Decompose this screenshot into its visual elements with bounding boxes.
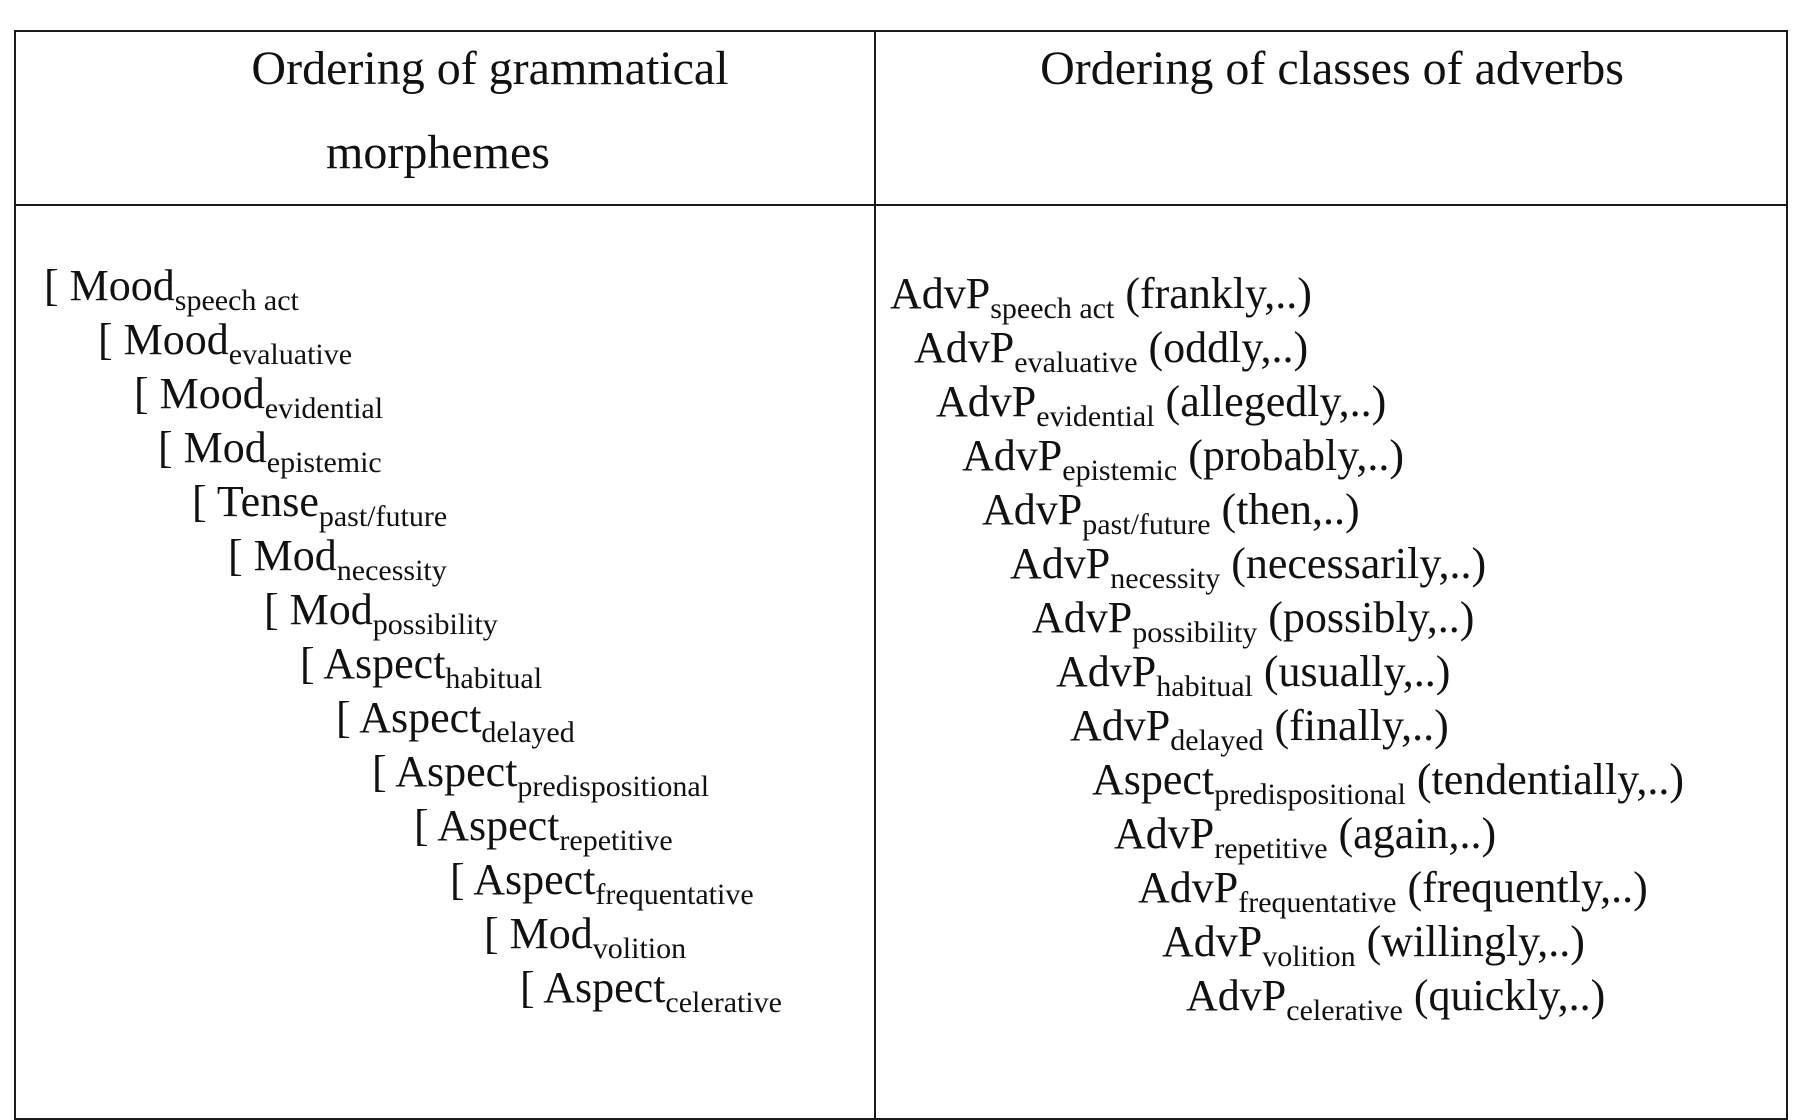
- adverb-subscript: epistemic: [1062, 454, 1178, 487]
- morpheme-subscript: past/future: [318, 500, 448, 533]
- header-adverbs-title: Ordering of classes of adverbs: [1040, 42, 1624, 95]
- morpheme-subscript: evaluative: [228, 338, 353, 371]
- adverb-subscript: speech act: [990, 292, 1115, 325]
- adverb-row: [962, 431, 1405, 487]
- morpheme-row: [520, 963, 782, 1019]
- adverb-head: AdvP: [914, 323, 1015, 372]
- morpheme-row: [414, 801, 673, 857]
- morpheme-head: Aspect: [323, 639, 446, 688]
- morpheme-row: [134, 369, 384, 425]
- morpheme-subscript: epistemic: [266, 446, 382, 479]
- morpheme-row: [336, 693, 575, 749]
- adverb-example: (frankly,..): [1114, 269, 1312, 318]
- adverb-subscript: delayed: [1170, 724, 1264, 757]
- adverb-row: [1092, 755, 1685, 811]
- adverb-subscript: evaluative: [1014, 346, 1138, 379]
- adverb-head: AdvP: [982, 485, 1083, 534]
- morpheme-row: [484, 909, 687, 965]
- adverb-example: (allegedly,..): [1154, 377, 1387, 426]
- adverb-row: [1056, 647, 1451, 703]
- adverb-row: [914, 323, 1309, 379]
- adverb-row: [982, 485, 1360, 541]
- adverb-subscript: evidential: [1036, 400, 1155, 433]
- bracket: [: [484, 909, 510, 958]
- adverb-head: AdvP: [1162, 917, 1263, 966]
- bracket: [: [336, 693, 360, 742]
- morpheme-head: Mood: [69, 261, 175, 310]
- adverb-row: [1138, 863, 1648, 919]
- morpheme-row: [450, 855, 754, 911]
- morpheme-head: Mod: [509, 909, 593, 958]
- adverb-row: [1114, 809, 1497, 865]
- comparison-table: [14, 30, 1788, 1120]
- adverb-example: (quickly,..): [1402, 971, 1606, 1020]
- header-morphemes-line1: Ordering of grammatical: [251, 42, 729, 95]
- adverb-example: (finally,..): [1263, 701, 1449, 750]
- morpheme-subscript: speech act: [174, 284, 299, 317]
- adverb-subscript: volition: [1262, 940, 1356, 973]
- morpheme-row: [300, 639, 543, 695]
- adverb-row: [1010, 539, 1487, 595]
- adverb-head: AdvP: [1186, 971, 1287, 1020]
- morpheme-subscript: predispositional: [517, 770, 710, 803]
- bracket: [: [372, 747, 396, 796]
- morpheme-subscript: volition: [592, 932, 687, 965]
- morpheme-subscript: possibility: [372, 608, 498, 641]
- bracket: [: [192, 477, 217, 526]
- adverb-example: (then,..): [1210, 485, 1360, 534]
- morpheme-row: [264, 585, 498, 641]
- morpheme-head: Aspect: [437, 801, 560, 850]
- adverb-subscript: necessity: [1110, 562, 1221, 595]
- adverb-example: (necessarily,..): [1220, 539, 1487, 588]
- bracket: [: [520, 963, 544, 1012]
- adverb-subscript: celerative: [1286, 994, 1403, 1027]
- adverb-head: AdvP: [1056, 647, 1157, 696]
- header-divider: [16, 204, 1786, 206]
- adverb-example: (again,..): [1327, 809, 1497, 858]
- morpheme-subscript: delayed: [481, 716, 575, 749]
- adverb-subscript: frequentative: [1238, 886, 1397, 919]
- adverb-row: [1032, 593, 1475, 649]
- adverb-head: AdvP: [1114, 809, 1215, 858]
- morpheme-head: Aspect: [359, 693, 482, 742]
- morpheme-head: Aspect: [395, 747, 518, 796]
- morpheme-head: Aspect: [473, 855, 596, 904]
- bracket: [: [414, 801, 438, 850]
- morpheme-row: [98, 315, 353, 371]
- morpheme-head: Mod: [253, 531, 337, 580]
- adverb-row: [1162, 917, 1585, 973]
- adverb-head: AdvP: [890, 269, 991, 318]
- adverb-subscript: past/future: [1082, 508, 1211, 541]
- header-morphemes-line2: morphemes: [326, 126, 550, 179]
- morpheme-head: Mood: [159, 369, 265, 418]
- bracket: [: [228, 531, 254, 580]
- morpheme-head: Mod: [289, 585, 373, 634]
- adverb-example: (willingly,..): [1355, 917, 1585, 966]
- adverb-example: (oddly,..): [1137, 323, 1309, 372]
- morpheme-subscript: necessity: [336, 554, 447, 587]
- header-morphemes: [16, 32, 874, 204]
- morpheme-row: [192, 477, 448, 533]
- adverb-example: (possibly,..): [1257, 593, 1475, 642]
- morpheme-row: [372, 747, 710, 803]
- adverb-subscript: predispositional: [1214, 778, 1406, 811]
- adverb-row: [936, 377, 1387, 433]
- adverb-row: [1070, 701, 1449, 757]
- adverb-head: AdvP: [936, 377, 1037, 426]
- adverb-head: AdvP: [962, 431, 1063, 480]
- morpheme-row: [158, 423, 382, 479]
- adverb-head: AdvP: [1010, 539, 1111, 588]
- adverb-head: AdvP: [1138, 863, 1239, 912]
- bracket: [: [134, 369, 160, 418]
- adverb-row: [890, 269, 1312, 325]
- adverb-subscript: habitual: [1156, 670, 1253, 703]
- morpheme-subscript: frequentative: [595, 878, 754, 911]
- adverb-example: (usually,..): [1252, 647, 1451, 696]
- bracket: [: [300, 639, 324, 688]
- morpheme-head: Tense: [216, 477, 319, 526]
- morpheme-subscript: repetitive: [559, 824, 673, 857]
- morpheme-head: Mood: [123, 315, 229, 364]
- morpheme-row: [44, 261, 299, 317]
- bracket: [: [98, 315, 124, 364]
- morpheme-subscript: evidential: [264, 392, 384, 425]
- adverb-example: (tendentially,..): [1405, 755, 1685, 804]
- adverb-example: (frequently,..): [1396, 863, 1648, 912]
- bracket: [: [450, 855, 474, 904]
- adverb-head: AdvP: [1032, 593, 1133, 642]
- bracket: [: [264, 585, 290, 634]
- bracket: [: [44, 261, 70, 310]
- morpheme-head: Mod: [183, 423, 267, 472]
- adverb-row: [1186, 971, 1606, 1027]
- adverb-example: (probably,..): [1177, 431, 1405, 480]
- adverb-subscript: repetitive: [1214, 832, 1328, 865]
- morpheme-subscript: habitual: [445, 662, 543, 695]
- bracket: [: [158, 423, 184, 472]
- morpheme-subscript: celerative: [665, 986, 782, 1019]
- header-adverbs: [876, 32, 1788, 204]
- morpheme-row: [228, 531, 447, 587]
- adverb-subscript: possibility: [1132, 616, 1258, 649]
- morpheme-head: Aspect: [543, 963, 666, 1012]
- adverb-head: AdvP: [1070, 701, 1171, 750]
- adverb-head: Aspect: [1092, 755, 1215, 804]
